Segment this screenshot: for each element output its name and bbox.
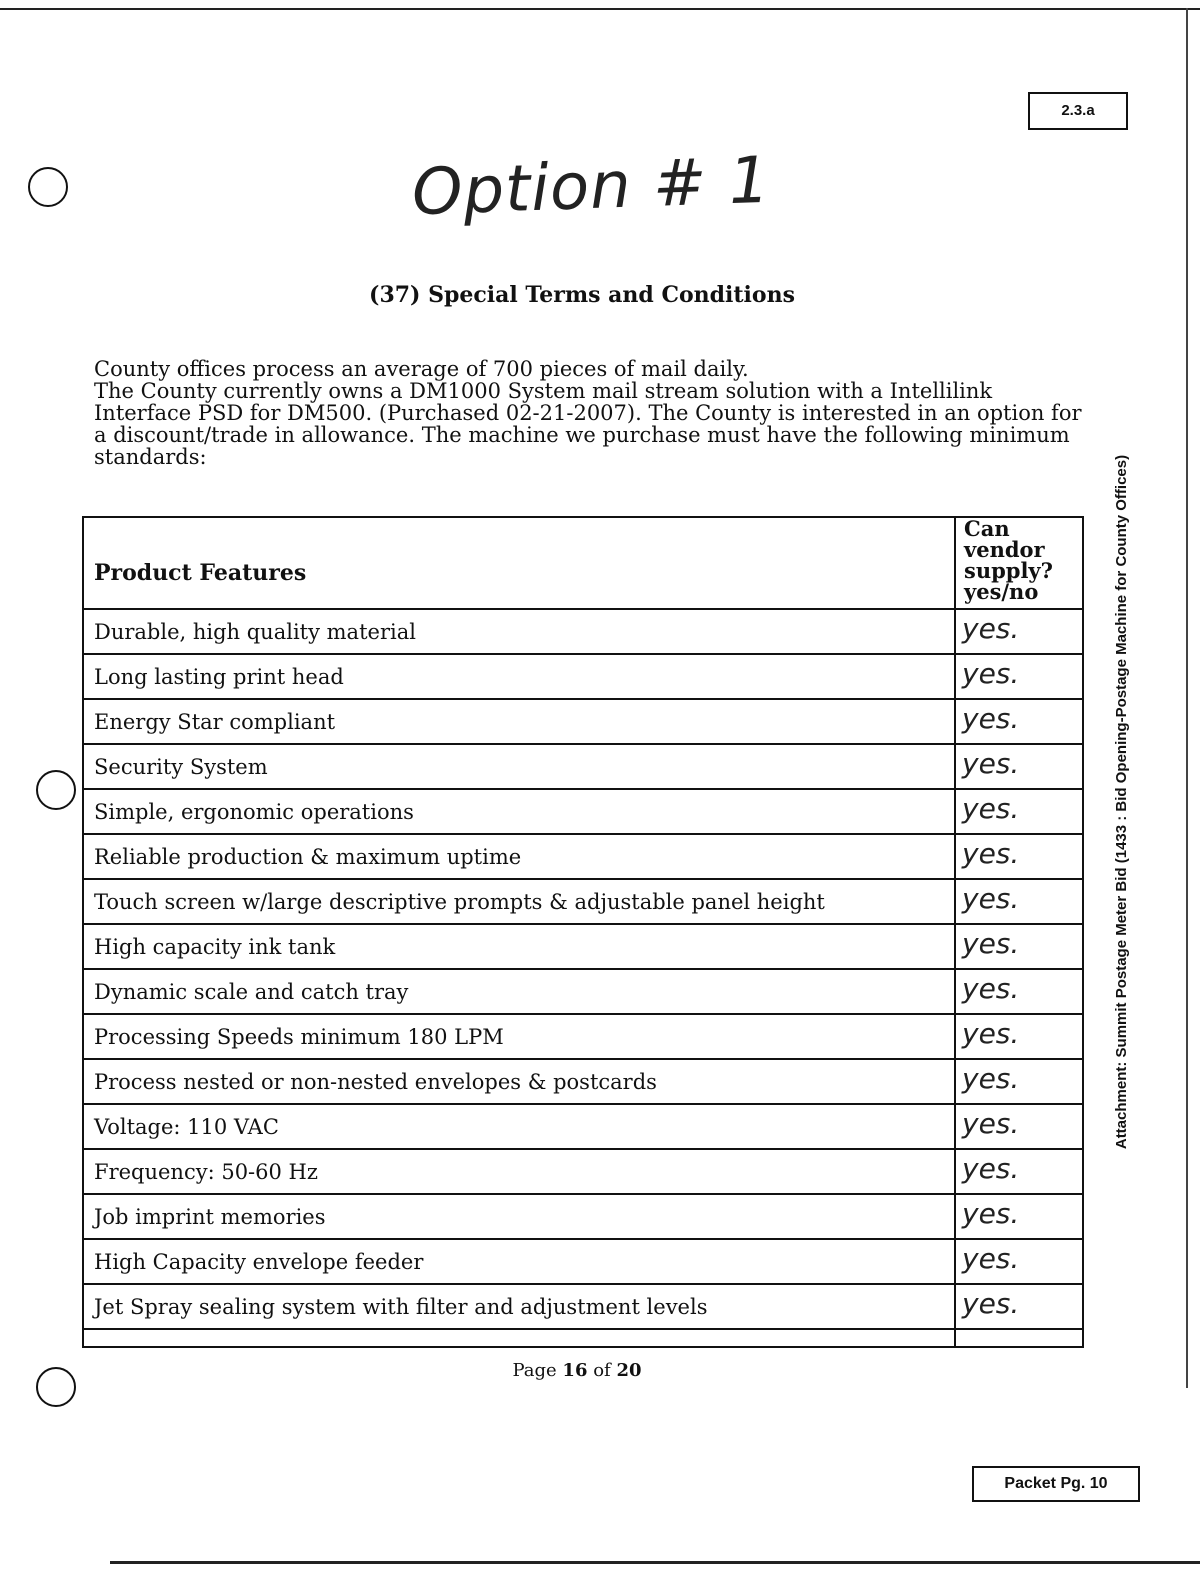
doc-ref-box: 2.3.a bbox=[1028, 92, 1128, 130]
feature-label: Durable, high quality material bbox=[94, 620, 416, 644]
intro-text bbox=[94, 358, 1084, 468]
bottom-border bbox=[110, 1561, 1200, 1564]
top-border bbox=[0, 8, 1200, 10]
feature-label: Jet Spray sealing system with filter and adjustment levels bbox=[94, 1295, 708, 1319]
page-current: 16 bbox=[562, 1360, 588, 1381]
section-heading: (37) Special Terms and Conditions bbox=[369, 282, 795, 308]
page-of: of bbox=[593, 1360, 611, 1381]
vendor-answer: yes. bbox=[962, 1017, 1020, 1050]
table-row bbox=[84, 745, 1082, 790]
feature-label: Dynamic scale and catch tray bbox=[94, 980, 409, 1004]
column-header-vendor: Can vendor supply? yes/no bbox=[964, 516, 1053, 604]
feature-label: Energy Star compliant bbox=[94, 710, 336, 734]
table-row bbox=[84, 1240, 1082, 1285]
table-row bbox=[84, 610, 1082, 655]
vendor-answer: yes. bbox=[962, 702, 1020, 735]
feature-label: Touch screen w/large descriptive prompts & adjustable panel height bbox=[94, 890, 825, 914]
vendor-answer: yes. bbox=[962, 1107, 1020, 1140]
intro-line-1: County offices process an average of 700 pieces of mail daily. bbox=[94, 357, 749, 381]
punch-hole-top bbox=[28, 167, 68, 207]
feature-label: Security System bbox=[94, 755, 268, 779]
page-total: 20 bbox=[616, 1360, 642, 1381]
page-number bbox=[0, 1360, 1154, 1381]
intro-line-2: The County currently owns a DM1000 System mail stream solution with a Intellilink Interface PSD for DM500. (Purchased 02-21-2007). The County is interested in an option for a discount/trade in allowance. The machine we purchase must have the following minimum standards: bbox=[94, 379, 1082, 469]
vendor-answer: yes. bbox=[962, 882, 1020, 915]
features-table bbox=[82, 516, 1084, 1348]
feature-label: High capacity ink tank bbox=[94, 935, 336, 959]
feature-label: Reliable production & maximum uptime bbox=[94, 845, 522, 869]
table-row bbox=[84, 970, 1082, 1015]
feature-label: High Capacity envelope feeder bbox=[94, 1250, 424, 1274]
table-row bbox=[84, 880, 1082, 925]
feature-label: Voltage: 110 VAC bbox=[94, 1115, 279, 1139]
table-row bbox=[84, 700, 1082, 745]
vendor-answer: yes. bbox=[962, 657, 1020, 690]
option-title: Option # 1 bbox=[410, 143, 772, 231]
table-row bbox=[84, 1060, 1082, 1105]
table-row bbox=[84, 925, 1082, 970]
feature-label: Long lasting print head bbox=[94, 665, 344, 689]
table-row bbox=[84, 1105, 1082, 1150]
vendor-answer: yes. bbox=[962, 612, 1020, 645]
vendor-answer: yes. bbox=[962, 1152, 1020, 1185]
feature-label: Processing Speeds minimum 180 LPM bbox=[94, 1025, 504, 1049]
feature-label: Frequency: 50-60 Hz bbox=[94, 1160, 318, 1184]
table-row bbox=[84, 1285, 1082, 1330]
vendor-answer: yes. bbox=[962, 747, 1020, 780]
vendor-answer: yes. bbox=[962, 1242, 1020, 1275]
table-row bbox=[84, 1015, 1082, 1060]
vendor-answer: yes. bbox=[962, 927, 1020, 960]
page-prefix: Page bbox=[512, 1360, 557, 1381]
feature-label: Simple, ergonomic operations bbox=[94, 800, 414, 824]
vendor-answer: yes. bbox=[962, 1197, 1020, 1230]
vendor-answer: yes. bbox=[962, 1287, 1020, 1320]
feature-label: Job imprint memories bbox=[94, 1205, 326, 1229]
table-row bbox=[84, 1195, 1082, 1240]
table-row bbox=[84, 790, 1082, 835]
vendor-answer: yes. bbox=[962, 1062, 1020, 1095]
punch-hole-middle bbox=[36, 770, 76, 810]
right-border bbox=[1186, 8, 1188, 1388]
feature-label: Process nested or non-nested envelopes & postcards bbox=[94, 1070, 657, 1094]
table-row bbox=[84, 835, 1082, 880]
packet-page-box: Packet Pg. 10 bbox=[972, 1466, 1140, 1502]
column-header-features: Product Features bbox=[94, 560, 307, 586]
table-row bbox=[84, 655, 1082, 700]
table-row bbox=[84, 1150, 1082, 1195]
vendor-answer: yes. bbox=[962, 792, 1020, 825]
vendor-answer: yes. bbox=[962, 972, 1020, 1005]
attachment-side-note: Attachment: Summit Postage Meter Bid (1433 : Bid Opening-Postage Machine for County Offices) bbox=[1113, 454, 1130, 1150]
vendor-answer: yes. bbox=[962, 837, 1020, 870]
